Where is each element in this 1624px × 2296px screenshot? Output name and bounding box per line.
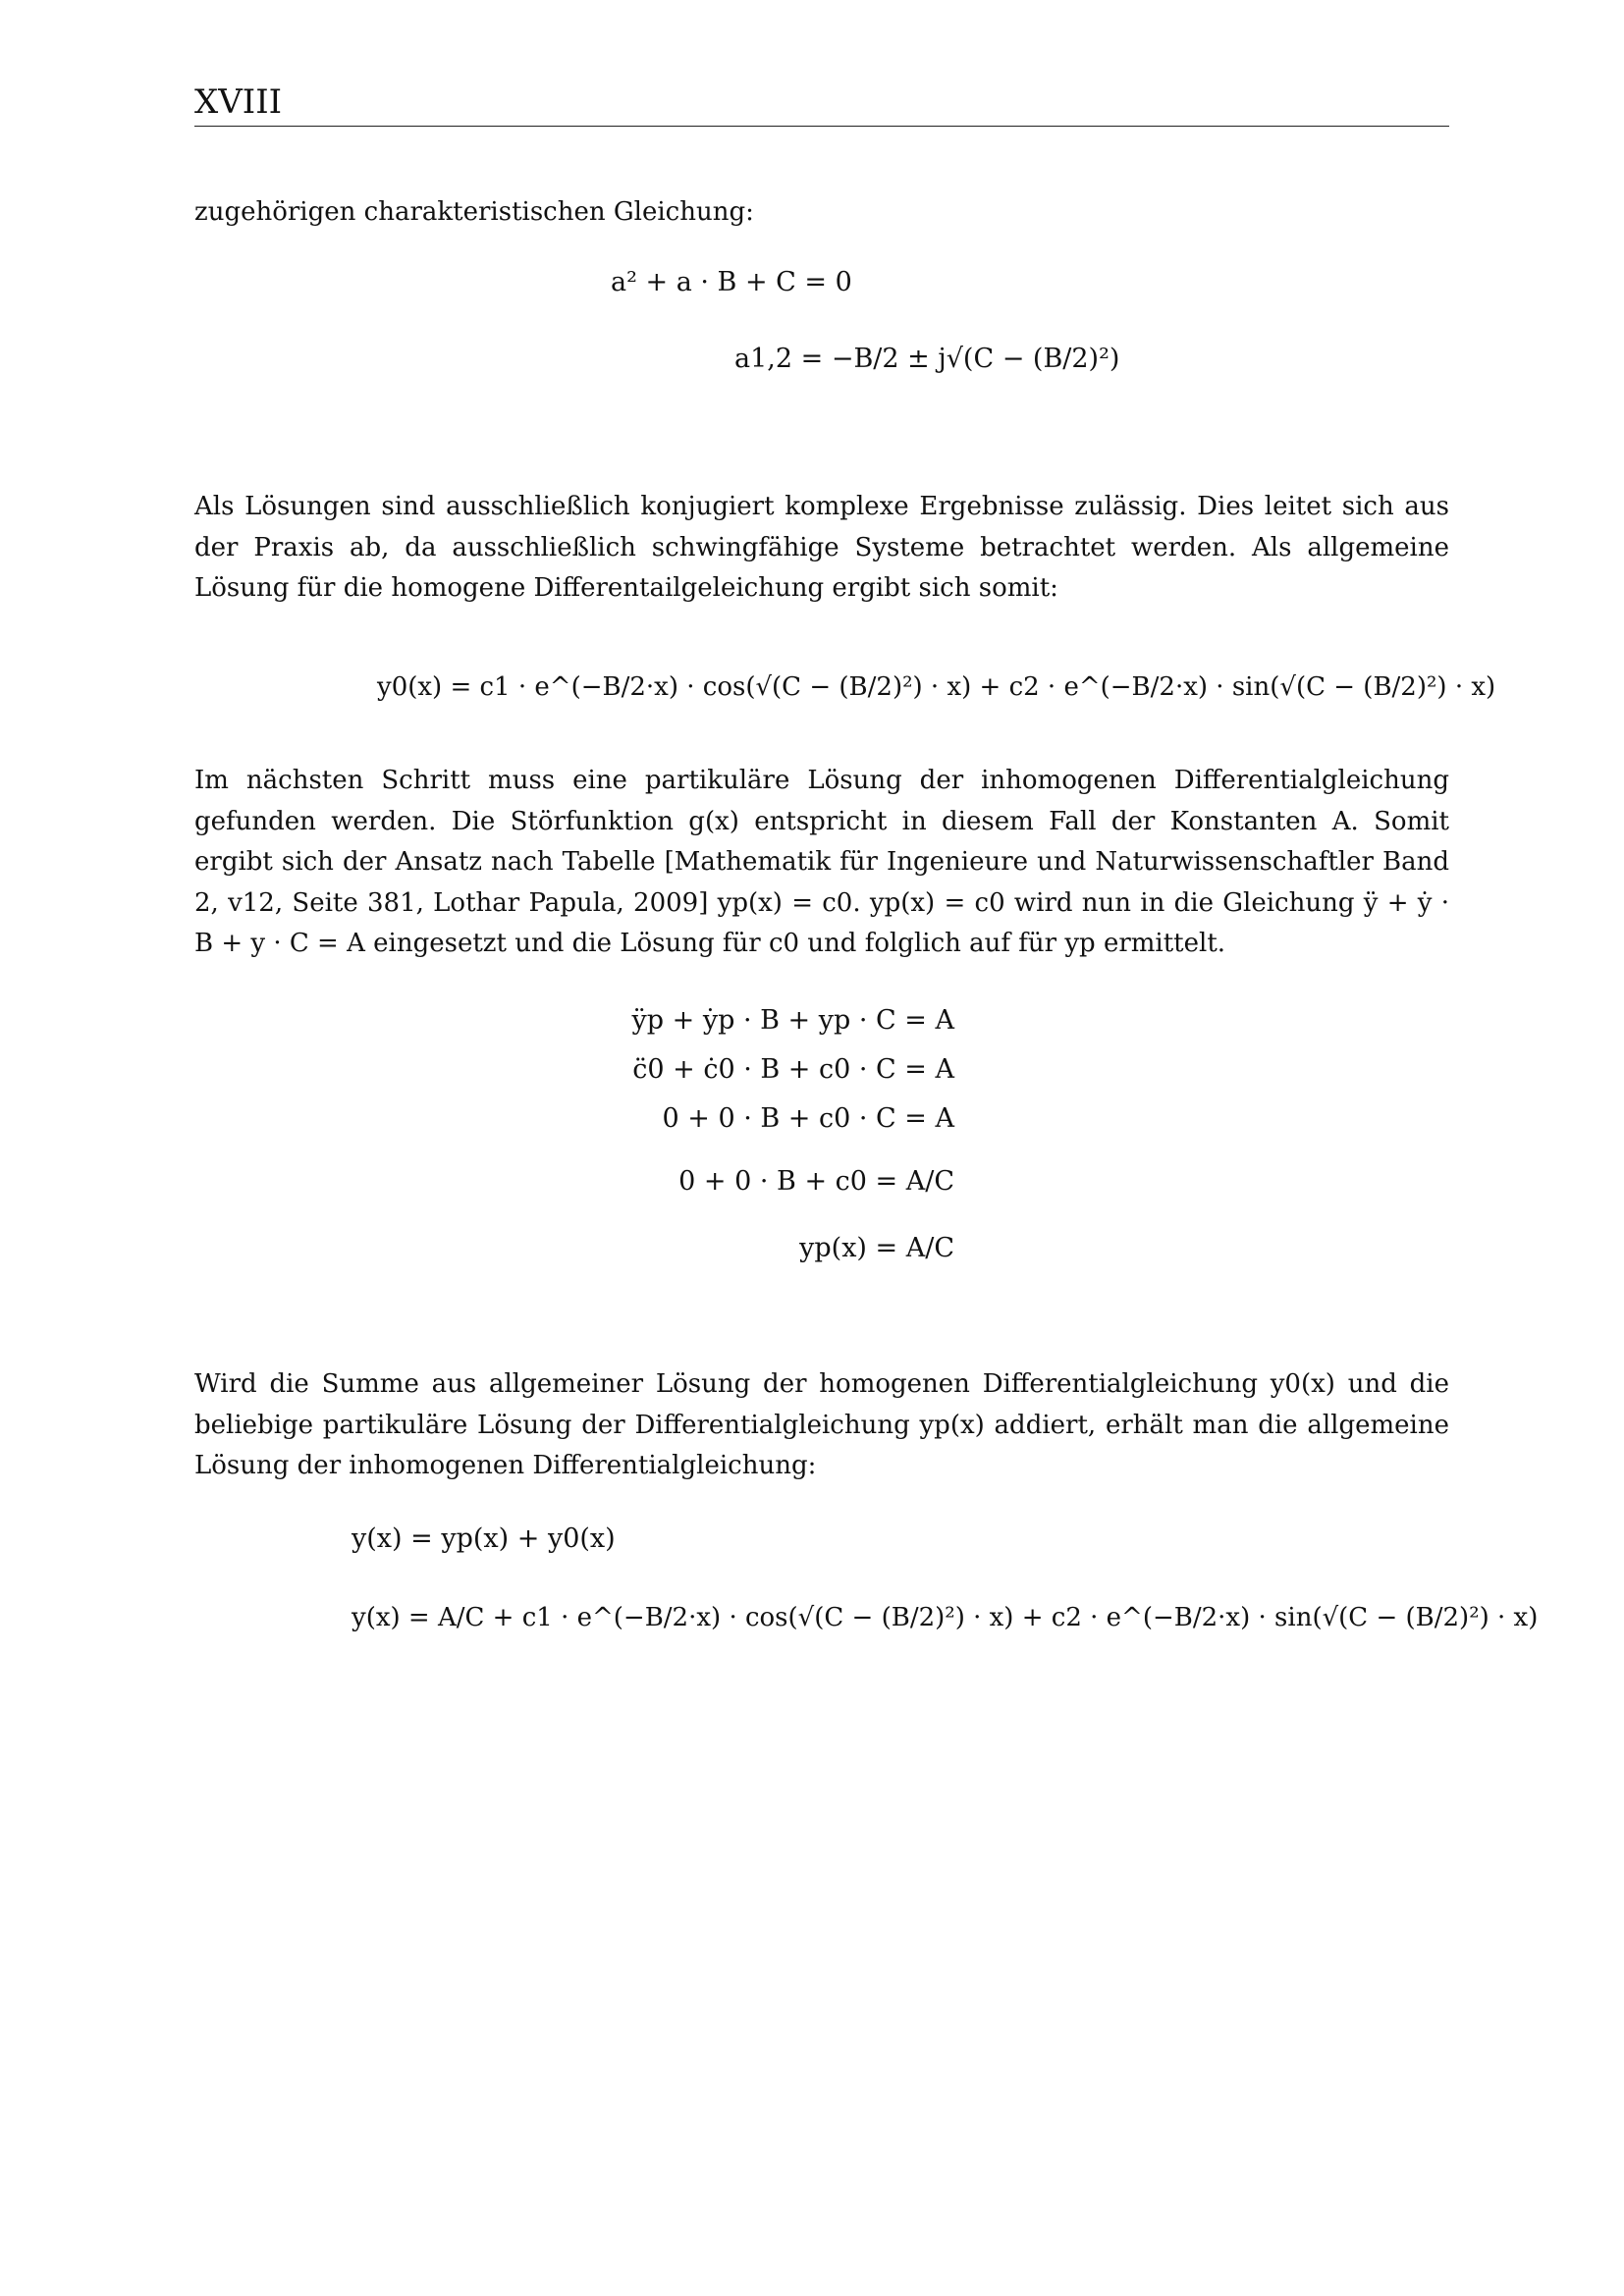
page-header: [194, 82, 1449, 127]
equation-general-1: y(x) = yp(x) + y0(x): [352, 1523, 616, 1554]
paragraph-general: Wird die Summe aus allgemeiner Lösung der homogenen Differentialgleichung y0(x) und die beliebige partikuläre Lösung der Differentialgleichung yp(x) addiert, erhält man die allgemeine Lösung der inhomogenen Differentialgleichung:: [194, 1369, 1449, 1480]
equation-homogeneous-solution: y0(x) = c1 · e^(−B/2·x) · cos(√(C − (B/2)²) · x) + c2 · e^(−B/2·x) · sin(√(C − (B/2)²) · x): [377, 672, 1496, 702]
equation-particular-3: 0 + 0 · B + c0 · C = A: [662, 1103, 954, 1134]
paragraph-solutions: Als Lösungen sind ausschließlich konjugiert komplexe Ergebnisse zulässig. Dies leitet sich aus der Praxis ab, da ausschließlich schwingfähige Systeme betrachtet werden. Als allgemeine Lösung für die homogene Differentailgeleichung ergibt sich somit:: [194, 492, 1449, 603]
paragraph-intro: zugehörigen charakteristischen Gleichung:: [194, 197, 754, 227]
equation-particular-1: ÿp + ẏp · B + yp · C = A: [631, 1005, 954, 1036]
equation-particular-2: c̈0 + ċ0 · B + c0 · C = A: [632, 1054, 954, 1085]
equation-particular-5: yp(x) = A/C: [799, 1233, 954, 1263]
equation-general-2: y(x) = A/C + c1 · e^(−B/2·x) · cos(√(C − (B/2)²) · x) + c2 · e^(−B/2·x) · sin(√(C − (B/2)²) · x): [352, 1603, 1539, 1632]
equation-particular-4: 0 + 0 · B + c0 = A/C: [678, 1166, 954, 1197]
paragraph-particular: Im nächsten Schritt muss eine partikuläre Lösung der inhomogenen Differentialgleichung gefunden werden. Die Störfunktion g(x) entspricht in diesem Fall der Konstanten A. Somit ergibt sich der Ansatz nach Tabelle [Mathematik für Ingenieure und Naturwissenschaftler Band 2, v12, Seite 381, Lothar Papula, 2009] yp(x) = c0. yp(x) = c0 wird nun in die Gleichung ÿ + ẏ · B + y · C = A eingesetzt und die Lösung für c0 und folglich auf für yp ermittelt.: [194, 766, 1449, 958]
equation-characteristic: a² + a · B + C = 0: [611, 267, 852, 297]
equation-roots: a1,2 = −B/2 ± j√(C − (B/2)²): [734, 344, 1120, 374]
page-number: XVIII: [194, 82, 283, 122]
